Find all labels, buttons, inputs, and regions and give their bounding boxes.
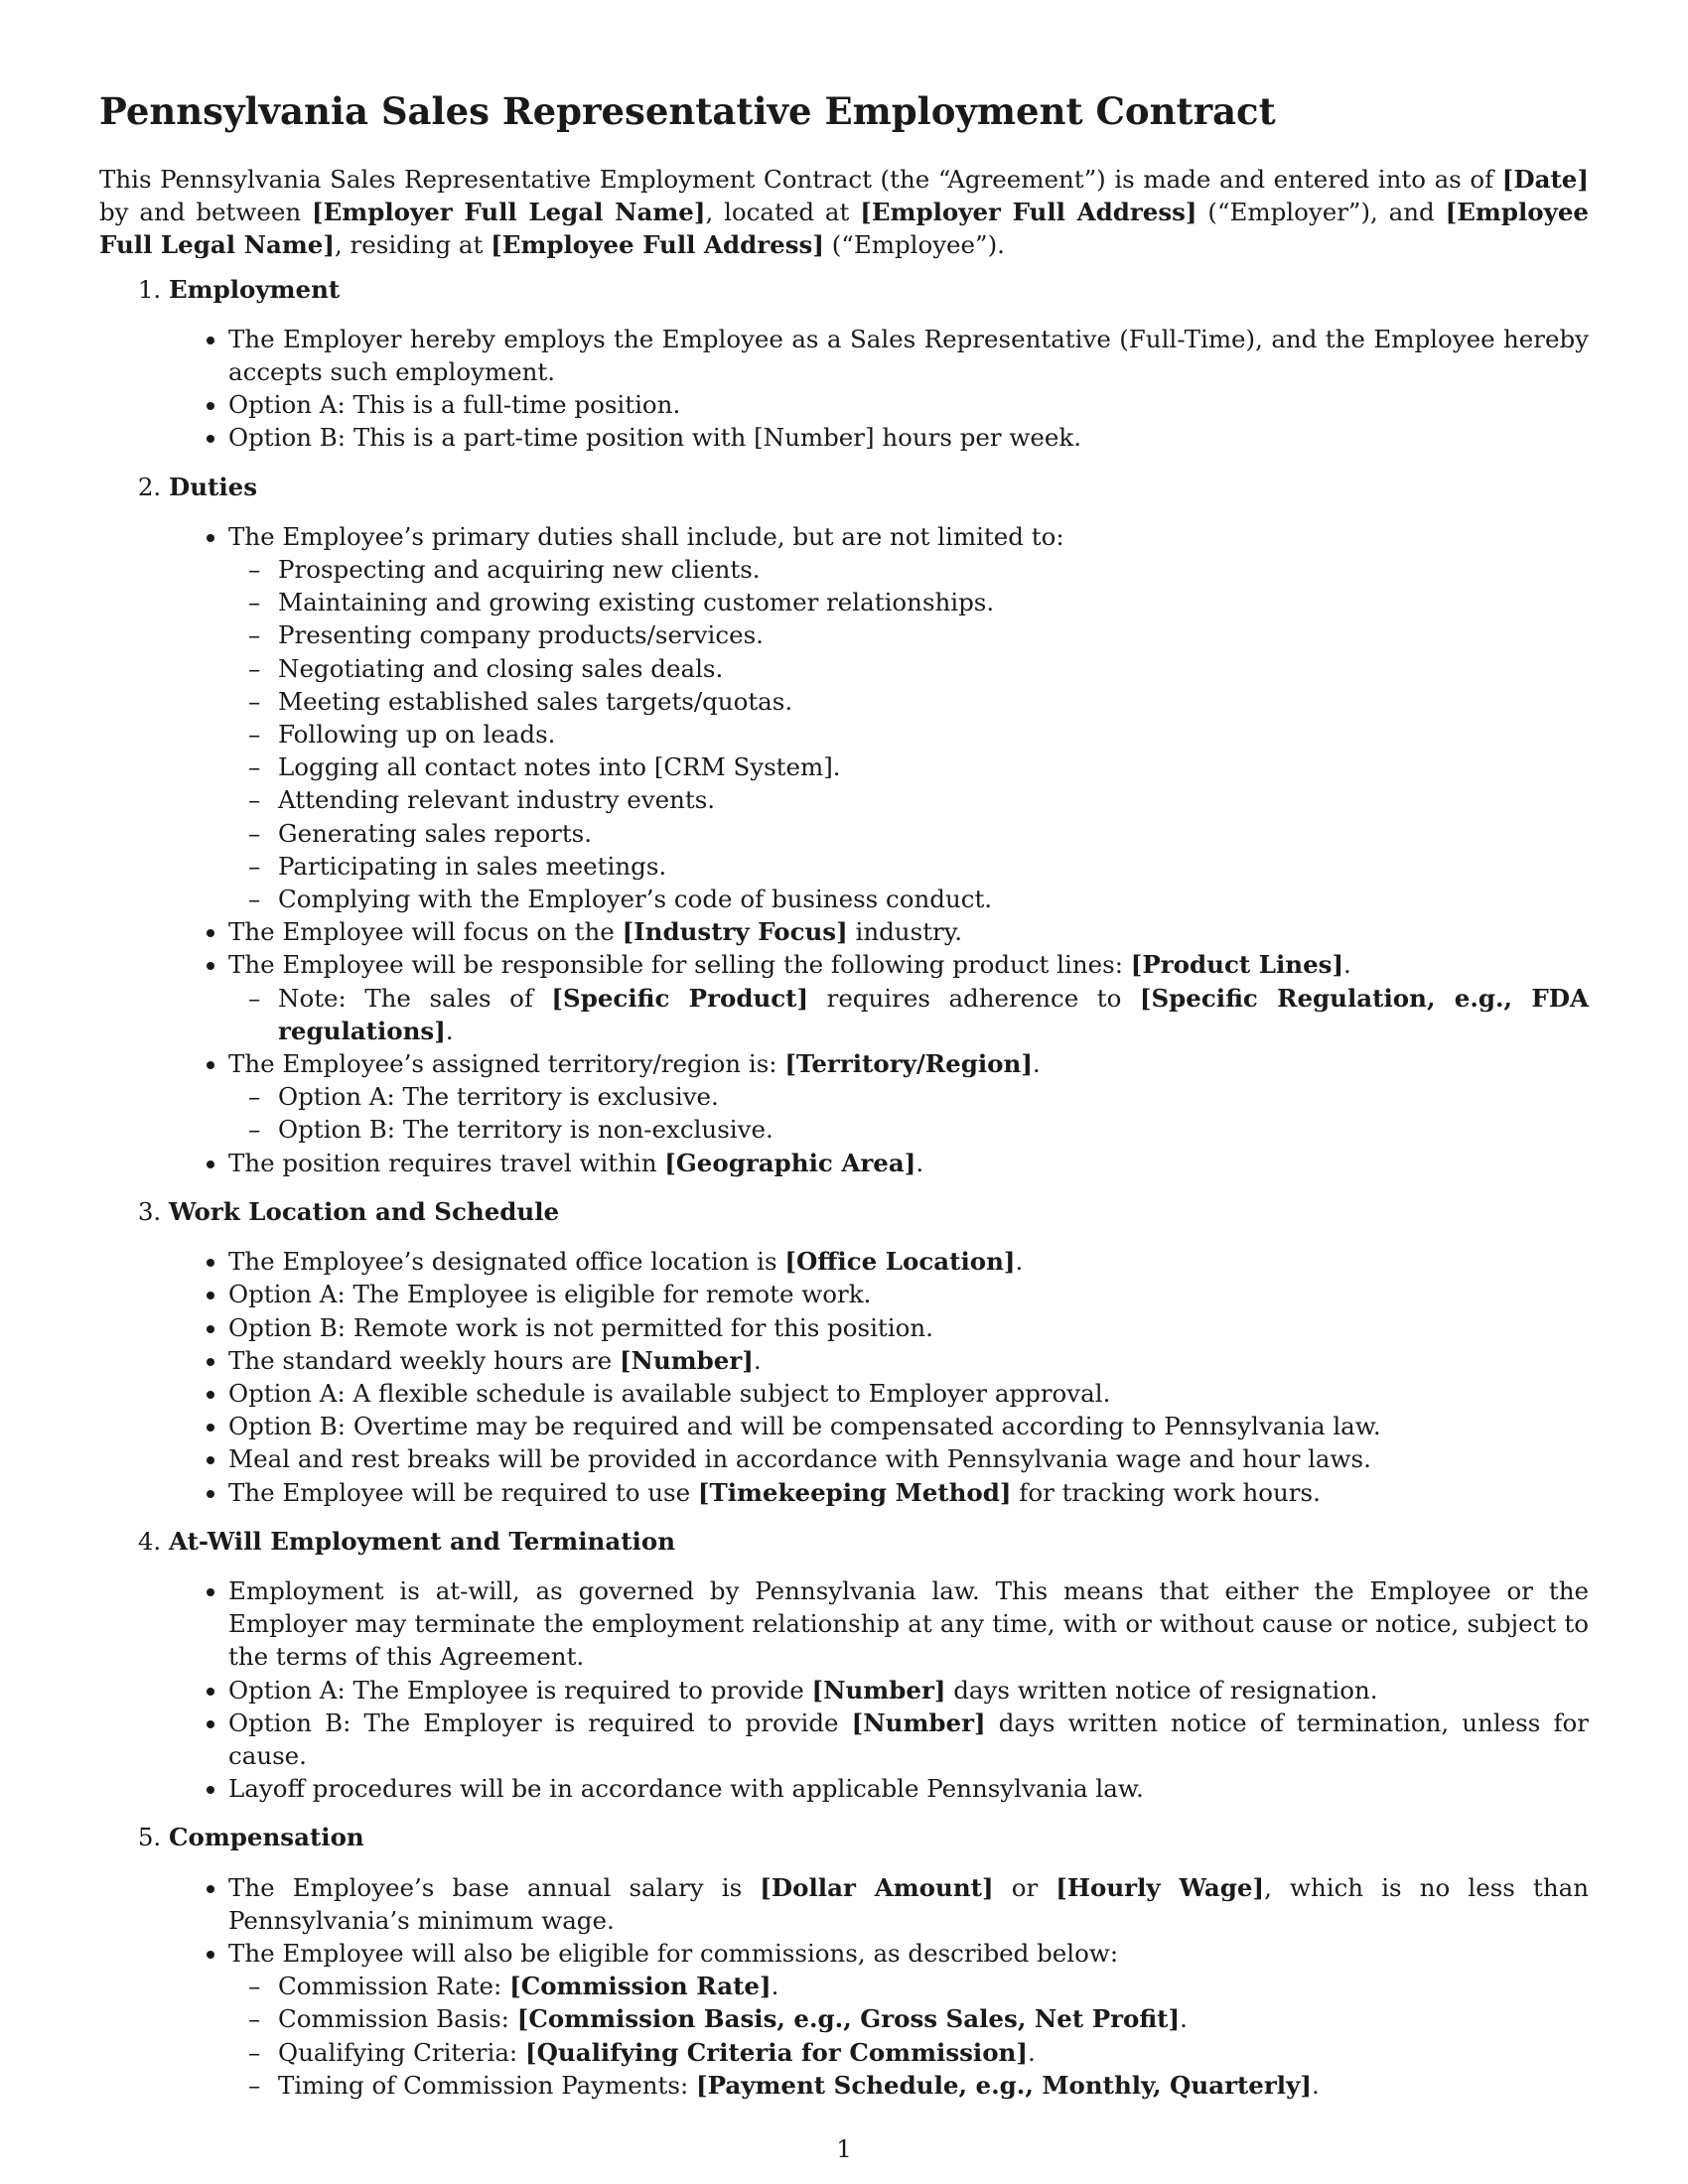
intro-paragraph (99, 163, 1589, 262)
duty-item: – Negotiating and closing sales deals. (256, 652, 1589, 685)
list-item: • Option B: Overtime may be required and will be compensated according to Pennsylvania law. (228, 1410, 1589, 1442)
text: or (993, 1872, 1056, 1902)
text: . (753, 1345, 762, 1375)
list-item: • Option B: This is a part-time position with [Number] hours per week. (228, 421, 1589, 454)
intro-text: , located at (705, 198, 861, 227)
placeholder-employee-address: [Employee Full Address] (491, 230, 824, 260)
commission-item (256, 2069, 1589, 2102)
text: The Employee will be responsible for selling the following product lines: (228, 950, 1131, 980)
commission-item (256, 1970, 1589, 2002)
text: The Employee will focus on the (228, 917, 623, 947)
document-title: Pennsylvania Sales Representative Employment Contract (99, 89, 1276, 133)
intro-text: , residing at (334, 230, 492, 260)
placeholder-qualifying-criteria: [Qualifying Criteria for Commission] (524, 2037, 1028, 2067)
intro-text: This Pennsylvania Sales Representative Employment Contract (the “Agreement”) is made and entered into as of (99, 165, 1502, 194)
list-item (228, 948, 1589, 1047)
sections-list (99, 273, 1589, 2102)
section-title: 3. Work Location and Schedule (169, 1196, 560, 1226)
placeholder-hourly-wage: [Hourly Wage] (1055, 1872, 1265, 1902)
placeholder-number: [Number] (619, 1345, 754, 1375)
text: . (1180, 2004, 1188, 2034)
list-item: • Option A: The Employee is eligible for remote work. (228, 1278, 1589, 1310)
duty-item: – Maintaining and growing existing customer relationships. (256, 586, 1589, 618)
duty-item: – Presenting company products/services. (256, 618, 1589, 651)
text: . (1343, 950, 1351, 980)
commission-item (256, 2002, 1589, 2035)
list-item: • Option B: Remote work is not permitted for this position. (228, 1311, 1589, 1344)
placeholder-dollar-amount: [Dollar Amount] (760, 1872, 994, 1902)
text: Option A: The Employee is required to provide (228, 1675, 812, 1705)
note-item (256, 982, 1589, 1047)
text: Commission Basis: (278, 2004, 517, 2034)
placeholder-specific-regulation: [Specific Regulation, e.g., FDA regulations] (278, 983, 1589, 1045)
text: . (1032, 1049, 1041, 1079)
text: days written notice of resignation. (945, 1675, 1378, 1705)
placeholder-employer-name: [Employer Full Legal Name] (312, 198, 706, 227)
duty-item: – Complying with the Employer’s code of business conduct. (256, 883, 1589, 915)
placeholder-office-location: [Office Location] (784, 1247, 1016, 1277)
text: industry. (847, 917, 963, 947)
territory-option: – Option A: The territory is exclusive. (256, 1080, 1589, 1113)
list-item: • Option A: This is a full-time position. (228, 388, 1589, 421)
text: . (1311, 2070, 1320, 2100)
text: Note: The sales of (278, 983, 552, 1013)
placeholder-timekeeping-method: [Timekeeping Method] (697, 1477, 1012, 1507)
placeholder-geographic-area: [Geographic Area] (664, 1148, 916, 1177)
text: . (915, 1148, 924, 1177)
text: The Employee’s assigned territory/region is: (228, 1049, 785, 1079)
text: . (445, 1016, 454, 1045)
commission-sublist (228, 1970, 1589, 2102)
text: The position requires travel within (228, 1148, 665, 1177)
section-compensation (169, 1821, 1589, 2102)
text: requires adherence to (808, 983, 1140, 1013)
placeholder-product-lines: [Product Lines] (1130, 950, 1344, 980)
intro-text: (“Employer”), and (1196, 198, 1446, 227)
placeholder-commission-rate: [Commission Rate] (509, 1972, 772, 2001)
duty-item: – Attending relevant industry events. (256, 783, 1589, 816)
text: The Employee’s base annual salary is (228, 1872, 761, 1902)
placeholder-number: [Number] (851, 1707, 986, 1737)
list-item: • The Employer hereby employs the Employee as a Sales Representative (Full-Time), and the Employee hereby accepts such employment. (228, 323, 1589, 388)
list-item (228, 1047, 1589, 1147)
section-title: 1. Employment (169, 274, 341, 304)
placeholder-territory: [Territory/Region] (784, 1049, 1033, 1079)
duties-intro: The Employee’s primary duties shall include, but are not limited to: (228, 521, 1064, 551)
text: The standard weekly hours are (228, 1345, 620, 1375)
placeholder-date: [Date] (1501, 165, 1589, 194)
duty-item: – Prospecting and acquiring new clients. (256, 553, 1589, 586)
note-sublist (228, 982, 1589, 1047)
section-at-will (169, 1525, 1589, 1806)
bullet-list (169, 1574, 1589, 1805)
text: . (771, 1972, 779, 2001)
list-item (228, 1937, 1589, 2102)
intro-text: by and between (99, 198, 312, 227)
list-item (228, 1871, 1589, 1937)
list-item: • Option A: A flexible schedule is available subject to Employer approval. (228, 1377, 1589, 1410)
section-work-location (169, 1195, 1589, 1509)
bullet-list (169, 1871, 1589, 2102)
bullet-list (169, 1245, 1589, 1509)
list-item (228, 520, 1589, 915)
text: , which is no less than Pennsylvania’s minimum wage. (228, 1872, 1590, 1935)
text: for tracking work hours. (1011, 1477, 1321, 1507)
placeholder-payment-schedule: [Payment Schedule, e.g., Monthly, Quarterly] (696, 2070, 1312, 2100)
placeholder-employer-address: [Employer Full Address] (860, 198, 1197, 227)
section-title: 5. Compensation (169, 1823, 364, 1852)
territory-sublist (228, 1080, 1589, 1146)
text: Commission Rate: (278, 1972, 510, 2001)
text: days written notice of termination, unless for cause. (228, 1707, 1589, 1770)
list-item: • Employment is at-will, as governed by Pennsylvania law. This means that either the Employee or the Employer may terminate the employment relationship at any time, with or without cause or notice, subject to the terms of this Agreement. (228, 1574, 1589, 1674)
list-item: • Meal and rest breaks will be provided in accordance with Pennsylvania wage and hour laws. (228, 1442, 1589, 1475)
placeholder-employee-name: [Employee Full Legal Name] (99, 198, 1590, 260)
duties-sublist (228, 553, 1589, 915)
section-title: 4. At-Will Employment and Termination (169, 1526, 676, 1556)
list-item (228, 1476, 1589, 1509)
duty-item: – Logging all contact notes into [CRM System]. (256, 751, 1589, 783)
duty-item: – Meeting established sales targets/quotas. (256, 685, 1589, 718)
list-item (228, 915, 1589, 948)
commission-item (256, 2036, 1589, 2069)
text: Timing of Commission Payments: (278, 2070, 696, 2100)
duty-item: – Generating sales reports. (256, 817, 1589, 850)
list-item (228, 1147, 1589, 1179)
placeholder-commission-basis: [Commission Basis, e.g., Gross Sales, Net Profit] (516, 2004, 1181, 2034)
contract-document (99, 85, 1589, 2117)
placeholder-specific-product: [Specific Product] (551, 983, 809, 1013)
section-employment (169, 273, 1589, 455)
text: . (1027, 2037, 1036, 2067)
text: . (1015, 1247, 1024, 1277)
list-item (228, 1344, 1589, 1377)
bullet-list (169, 520, 1589, 1179)
list-item (228, 1706, 1589, 1772)
duty-item: – Following up on leads. (256, 718, 1589, 751)
page-number: 1 (836, 2134, 852, 2163)
list-item (228, 1245, 1589, 1278)
placeholder-industry-focus: [Industry Focus] (622, 917, 848, 947)
intro-text: (“Employee”). (823, 230, 1005, 260)
list-item: • Layoff procedures will be in accordance with applicable Pennsylvania law. (228, 1772, 1589, 1805)
section-title: 2. Duties (169, 472, 258, 501)
territory-option: – Option B: The territory is non-exclusive. (256, 1113, 1589, 1146)
text: Option B: The Employer is required to provide (228, 1707, 852, 1737)
text: The Employee will be required to use (228, 1477, 698, 1507)
text: The Employee’s designated office location is (228, 1247, 785, 1277)
section-duties (169, 471, 1589, 1179)
bullet-list (169, 323, 1589, 455)
text: The Employee will also be eligible for commissions, as described below: (228, 1938, 1119, 1968)
duty-item: – Participating in sales meetings. (256, 850, 1589, 883)
text: Qualifying Criteria: (278, 2037, 525, 2067)
list-item (228, 1674, 1589, 1706)
placeholder-number: [Number] (811, 1675, 946, 1705)
